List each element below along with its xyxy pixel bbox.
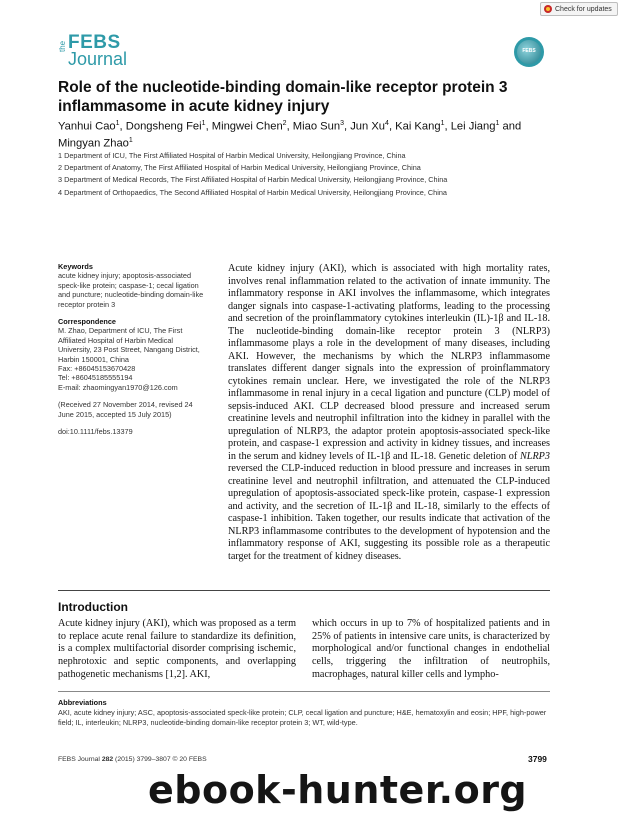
febs-emblem-text: FEBS	[522, 48, 536, 54]
footer-publisher: FEBS	[186, 756, 207, 763]
author-affiliation-mark: 1	[495, 120, 500, 127]
introduction-column-1: Acute kidney injury (AKI), which was proposed as a term to replace acute renal failure to standardize its definition, is a complex multifactorial disorder comprising ischemic, nephrotoxic and septic components, and overlapping pathogenetic mechanisms [1,2]. AKI,	[58, 618, 296, 680]
introduction-column-2: which occurs in up to 7% of hospitalized patients and in 25% of patients in intensive care units, is characterized by morphological and/or functional changes in endothelial cells, triggering the infiltration of neutrophils, macrophages, natural killer cells and lympho-	[312, 618, 550, 680]
affiliation-item: 1 Department of ICU, The First Affiliated Hospital of Harbin Medical University, Heilongjiang Province, China	[58, 151, 406, 160]
author-name: Lei Jiang	[450, 120, 496, 133]
affiliation-item: 3 Department of Medical Records, The First Affiliated Hospital of Harbin Medical University, Heilongjiang Province, China	[58, 175, 448, 185]
author-affiliation-mark: 1	[201, 120, 206, 127]
abstract	[228, 263, 550, 563]
author-affiliation-mark: 2	[282, 120, 287, 127]
correspondence-heading: Correspondence	[58, 317, 116, 327]
received-dates: (Received 27 November 2014, revised 24 June 2015, accepted 15 July 2015)	[58, 400, 193, 419]
article-sidebar	[58, 262, 208, 437]
abstract-part-2: reversed the CLP-induced reduction in blood pressure and increases in serum creatinine level and neutrophil infiltration, and attenuated the CLP-induced upregulation of apoptosis-associated speck-like protein, caspase-1 expression and activity, and the secretion of IL-1β and IL-18, similarly to the effects of caspase-1 inhibition. Taken together, our results indicate that activation of the NLRP3 inflammasome contributes to the development of hypotension and the inflammatory response of AKI, suggesting its possible role as a therapeutic target for the treatment of kidney diseases.	[228, 463, 550, 562]
abstract-part-1: Acute kidney injury (AKI), which is associated with high mortality rates, involves renal inflammation related to the activation of innate immunity. The inflammatory response in AKI involves the inflammasome, which integrates danger signals into caspase-1-activating platforms, leading to the processing and secretion of the proinflammatory cytokines interleukin (IL)-1β and IL-18. The nucleotide-binding domain-like receptor protein 3 (NLRP3) inflammasome plays a role in the development of many diseases, including AKI. However, the mechanisms by which the NLRP3 inflammasome translates different danger signals into the expression of proinflammatory cytokines remain unclear. Here, we investigated the role of the NLRP3 inflammasome in renal injury in a cecal ligation and puncture (CLP) model of sepsis-induced AKI. CLP decreased blood pressure and increased serum creatinine levels and neutrophil infiltration into the kidney in parallel with the upregulation of NLRP3, the adaptor protein apoptosis-associated speck-like protein, and caspase-1 expression and activity in kidney tissues, and increases in the serum and kidney levels of IL-1β and IL-18. Genetic deletion of	[228, 263, 550, 462]
keywords-text: acute kidney injury; apoptosis-associated speck-like protein; caspase-1; cecal ligation and puncture; nucleotide-binding domain-like receptor protein 3	[58, 271, 204, 309]
journal-logo-febs: FEBS	[68, 32, 121, 53]
journal-logo	[58, 32, 128, 68]
abbreviations-text: AKI, acute kidney injury; ASC, apoptosis-associated speck-like protein; CLP, cecal ligation and puncture; H&E, hematoxylin and eosin; HPF, high-power field; IL, interleukin; NLRP3, nucleotide-binding domain-like receptor protein 3; WT, wild-type.	[58, 708, 547, 727]
footer-volume: 282	[101, 756, 114, 763]
affiliation-item: 4 Department of Orthopaedics, The Second Affiliated Hospital of Harbin Medical University, Heilongjiang Province, China	[58, 187, 447, 197]
author-affiliation-mark: 1	[115, 120, 120, 127]
correspondence-email[interactable]: E-mail: zhaomingyan1970@126.com	[58, 382, 178, 392]
febs-emblem-icon	[514, 37, 544, 67]
author-name: Miao Sun	[292, 120, 341, 133]
doi-link[interactable]: doi:10.1111/febs.13379	[58, 427, 133, 437]
correspondence-tel: Tel: +86045185555194	[58, 373, 133, 383]
abstract-gene-italic: NLRP3	[519, 450, 550, 462]
check-for-updates-button[interactable]	[540, 2, 618, 16]
correspondence-address: M. Zhao, Department of ICU, The First Affiliated Hospital of Harbin Medical University, 23 Post Street, Nangang District, Harbin 150001, China	[58, 326, 200, 364]
abbreviations-divider	[58, 691, 550, 692]
keywords-heading: Keywords	[58, 262, 93, 271]
page-number: 3799	[528, 754, 547, 764]
footer-citation	[58, 756, 207, 763]
affiliation-item: 2 Department of Anatomy, The First Affiliated Hospital of Harbin Medical University, Heilongjiang Province, China	[58, 163, 421, 173]
author-affiliation-mark: 1	[128, 137, 133, 145]
author-name: Mingwei Chen	[211, 120, 283, 133]
author-name: Jun Xu	[350, 120, 386, 133]
footer-pages: (2015) 3799–3807 © 20	[113, 756, 187, 763]
journal-logo-journal: Journal	[68, 49, 128, 69]
author-name: Dongsheng Fei	[125, 120, 202, 133]
watermark-text: ebook-hunter.org	[148, 768, 528, 812]
check-for-updates-label: Check for updates	[555, 6, 612, 13]
affiliation-list	[58, 150, 578, 199]
abbreviations-heading: Abbreviations	[58, 698, 107, 707]
correspondence-fax: Fax: +86045153670428	[58, 364, 136, 374]
author-affiliation-mark: 3	[340, 120, 344, 127]
journal-logo-prefix: the	[58, 40, 67, 52]
crossmark-icon	[544, 5, 552, 13]
author-name: Mingyan Zhao	[58, 137, 129, 150]
article-title: Role of the nucleotide-binding domain-like receptor protein 3 inflammasome in acute kidney injury	[58, 79, 508, 115]
footer-journal: FEBS Journal	[58, 756, 102, 763]
introduction-heading: Introduction	[58, 600, 128, 614]
author-list: Yanhui Cao$^1$, Dongsheng Fei$^1$, Mingwei Chen$^2$, Miao Sun$^3$, Jun Xu$^4$, Kai Kang$^1$, Lei Jiang$^1$ and Mingyan Zhao$^1$	[58, 120, 522, 150]
author-affiliation-mark: 1	[440, 120, 445, 127]
author-affiliation-mark: 4	[385, 120, 389, 127]
section-divider	[58, 590, 550, 591]
author-name: Kai Kang	[395, 120, 441, 133]
author-name: Yanhui Cao	[58, 120, 116, 133]
